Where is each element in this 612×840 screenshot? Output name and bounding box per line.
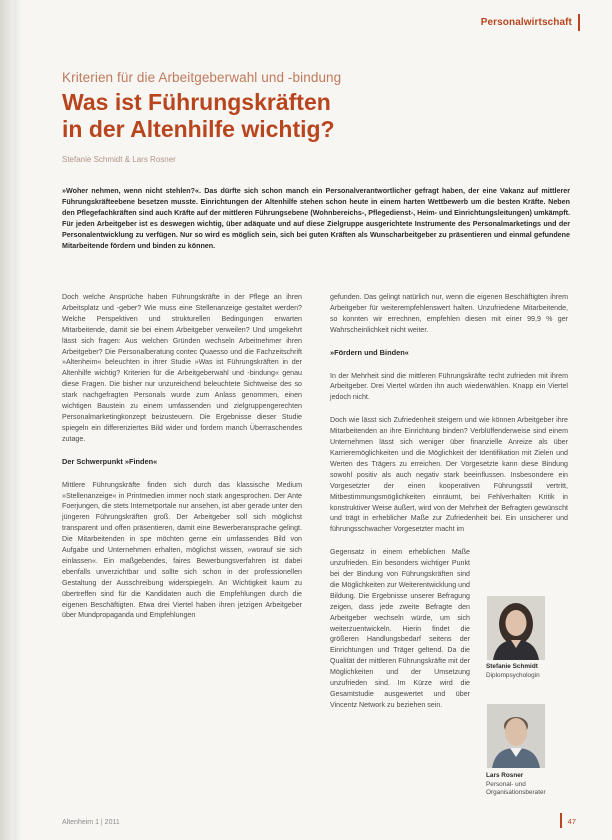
author-role-line-1: Personal- und [486,780,526,788]
author-photo-stefanie-schmidt [487,596,545,660]
portrait-man-icon [487,704,545,768]
article-kicker: Kriterien für die Arbeitgeberwahl und -bindung [62,70,342,85]
lead-paragraph: »Woher nehmen, wenn nicht stehlen?«. Das dürfte sich schon manch ein Personalverantwortlicher gefragt haben, der eine Vakanz auf mittlerer Führungskräfteebene besetzen musste. Einrichtungen der Altenhilfe stehen schon heute in einem harten Wettbewerb um die besten Kräfte. Neben den Pflegefachkräften sind auch Kräfte auf der mittleren Führungsebene (Wohnbereichs-, Pflegedienst-, Heim- und Einrichtungsleitungen) umkämpft. Für jeden Arbeitgeber ist es deswegen wichtig, über adäquate und auf diese Zielgruppe ausgerichtete Instrumente des Personalmarketings und der Personalentwicklung zu verfügen. Nur so wird es möglich sein, sich bei guten Kräften als Wunscharbeitgeber zu präsentieren und einmal gefundene Mitarbeitende fördern und binden zu können. [62,187,570,251]
subheading-foerdern-binden: »Fördern und Binden« [330,347,409,357]
text-column-left [62,292,302,633]
paragraph: gefunden. Das gelingt natürlich nur, wenn die eigenen Beschäftigten ihrem Arbeitgeber für weiterempfehlenswert halten. Unzufriedene Mitarbeitende, so konnten wir errechnen, empfehlen diesen mit einer 99,9 % ger Wahrscheinlichkeit nicht weiter. [330,293,568,334]
section-label: Personalwirtschaft [480,17,572,28]
author-role-line-2: Organisationsberater [486,789,546,796]
paragraph: Doch wie lässt sich Zufriedenheit steigern und wie können Arbeitgeber ihre Mitarbeitenden an ihre Einrichtung binden? Verblüffenderweise sind einem Unternehmen lässt sich weniger über finanzielle Anreize als über Karrieremöglichkeiten und die Möglichkeit der Identifikation mit Zielen und Werten des Trägers zu erreichen. Der Vorgesetzte kann diese Bindung sowohl positiv als auch negativ stark beeinflussen. Insbesondere ein Vorgesetzter der einen kooperativen Führungsstil vertritt, Mitbestimmungsmöglichkeiten einräumt, bei Fehlverhalten Kritik in konstruktiver Weise äußert, wird von der Mehrheit der Befragten gewünscht und trägt in erheblicher Maße zur Zufriedenheit bei. Ein unsicherer und führungsschwacher Vorgesetzter macht im [330,416,568,534]
subheading-finden: Der Schwerpunkt »Finden« [62,456,158,466]
page-number-bar [560,813,562,828]
footer-issue: Altenheim 1 | 2011 [62,819,120,826]
author-caption-2 [486,772,566,798]
article-title-line-1: Was ist Führungskräften [62,89,331,115]
paragraph: Doch welche Ansprüche haben Führungskräfte in der Pflege an ihren Arbeitsplatz und -geber? Wie muss eine Stellenanzeige gestaltet werden? Welche Perspektiven und strukturellen Bedingungen erwarten Mitarbeitende, damit sie bei einem Arbeitgeber verweilen? Und umgekehrt lässt sich fragen: Aus welchen Gründen wechseln Arbeitnehmer ihren Arbeitgeber? Die Personalberatung contec Quaesso und die Fachzeitschrift »Altenheim« beleuchten in ihrer Studie »Was ist Führungskräften in der Altenhilfe wichtig? Kriterien für die Arbeitgeberwahl und -bindung« genau diese Fragen. Die bisher nur unzureichend beleuchtete Sichtweise des so stark nachgefragten Personals wurde zum Anlass genommen, einen wichtigen Baustein zu einem umfassenden und zielgruppengerechten Personalmarketingkonzept beizusteuern. Die Ergebnisse dieser Studie spiegeln ein differenziertes Bild wider und fordern manch Überraschendes zutage. [62,293,302,443]
portrait-woman-icon [487,596,545,660]
author-name: Lars Rosner [486,772,524,779]
author-name: Stefanie Schmidt [486,663,538,670]
paragraph: Gegensatz in einem erheblichen Maße unzufrieden. Ein besonders wichtiger Punkt bei der Bindung von Führungskräften sind die Möglichkeiten zur Weiterentwicklung und Bildung. Die Ergebnisse unserer Befragung zeigen, dass jede zweite Befragte den Arbeitgeber wechseln würde, um sich weiterzuentwickeln. Hierin findet die größeren Handlungsbedarf seitens der Einrichtungen und Träger geltend. Da die Qualität der mittleren Führungskräfte mit der Möglichkeiten und der Umsetzung unzufrieden sind. Im Kürze wird die Gesamtstudie ausgewertet und über Vincentz Network zu beziehen sein. [330,548,470,709]
binding-spine [0,0,14,840]
author-caption-1 [486,663,566,680]
page-fold-shadow [14,0,22,840]
paragraph: In der Mehrheit sind die mittleren Führungskräfte recht zufrieden mit ihrem Arbeitgeber. Drei Viertel würden ihn auch wiederwählen. Knapp ein Viertel jedoch nicht. [330,371,568,402]
paragraph: Mittlere Führungskräfte finden sich durch das klassische Medium »Stellenanzeige« in Printmedien immer noch stark angesprochen. Der Ante Foerjungen, die stets Internetportale nur ansehen, ist aber gerade unter den jüngeren Führungskräften groß. Der Arbeitgeber soll sich möglichst transparent und offen präsentieren, damit eine Bewerberansprache gelingt. Die Mitarbeitenden in spe möchten gerne ein umfassendes Bild von Aufgabe und Unternehmen erhalten, möglichst wissen, »worauf sie sich einlassen«. Ein maßgebendes, faires Bewerbungsverfahren ist dabei ebenfalls unverzichtbar und sollte sich schon in der professionellen Gestaltung der Ausschreibung widerspiegeln. An Wichtigkeit kaum zu übertreffen sind für die Kandidaten auch die Empfehlungen durch die eigenen Beschäftigten. Etwa drei Viertel haben ihren jetzigen Arbeitgeber über Mundpropaganda und Empfehlungen [62,480,302,620]
author-photo-lars-rosner [487,704,545,768]
author-role: Diplompsychologin [486,671,540,679]
article-title [62,89,532,143]
page-number: 47 [567,817,576,826]
author-byline: Stefanie Schmidt & Lars Rosner [62,155,176,164]
section-marker-bar [578,14,580,31]
article-title-line-2: in der Altenhilfe wichtig? [62,116,335,142]
